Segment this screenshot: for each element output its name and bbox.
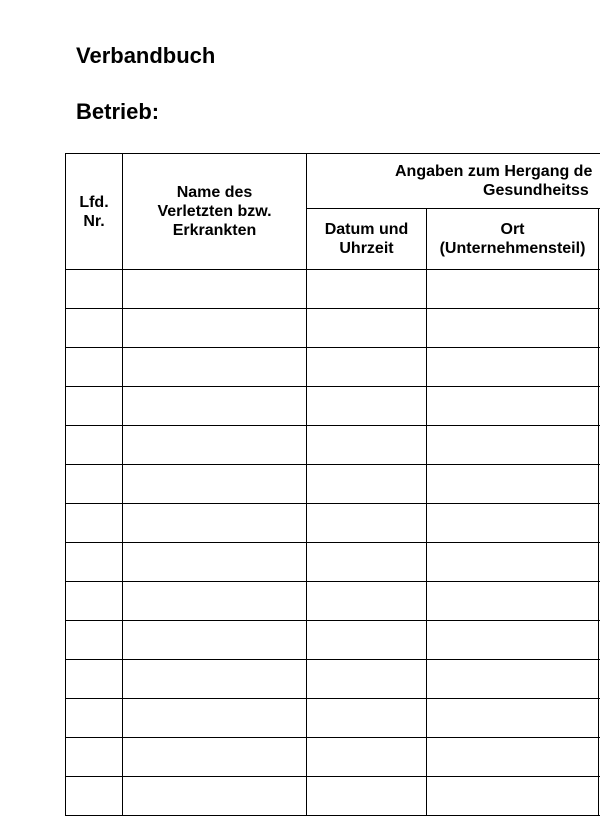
- datum-cell: [307, 348, 427, 387]
- ort-cell: [427, 621, 599, 660]
- table-row: [66, 426, 600, 465]
- column-header-ort-line2: (Unternehmensteil): [439, 240, 586, 257]
- table-row: [66, 348, 600, 387]
- ort-cell: [427, 777, 599, 816]
- lfd-nr-cell: [66, 387, 123, 426]
- column-header-lfd-nr-line1: Lfd.: [79, 193, 109, 211]
- table-row: [66, 465, 600, 504]
- name-cell: [123, 504, 307, 543]
- table-row: [66, 621, 600, 660]
- lfd-nr-cell: [66, 738, 123, 777]
- lfd-nr-cell: [66, 504, 123, 543]
- name-cell: [123, 777, 307, 816]
- lfd-nr-cell: [66, 699, 123, 738]
- name-cell: [123, 309, 307, 348]
- datum-cell: [307, 387, 427, 426]
- name-cell: [123, 387, 307, 426]
- datum-cell: [307, 543, 427, 582]
- table-row: [66, 582, 600, 621]
- lfd-nr-cell: [66, 465, 123, 504]
- table-row: [66, 660, 600, 699]
- table-row: [66, 309, 600, 348]
- column-header-datum: [307, 209, 427, 270]
- ort-cell: [427, 426, 599, 465]
- name-cell: [123, 270, 307, 309]
- datum-cell: [307, 621, 427, 660]
- column-group-header-line2: Gesundheitss: [483, 182, 589, 199]
- datum-cell: [307, 270, 427, 309]
- first-aid-log-table: [65, 153, 600, 816]
- datum-cell: [307, 426, 427, 465]
- table-row: [66, 504, 600, 543]
- name-cell: [123, 699, 307, 738]
- ort-cell: [427, 738, 599, 777]
- datum-cell: [307, 504, 427, 543]
- lfd-nr-cell: [66, 660, 123, 699]
- name-cell: [123, 738, 307, 777]
- name-cell: [123, 543, 307, 582]
- ort-cell: [427, 660, 599, 699]
- ort-cell: [427, 387, 599, 426]
- name-cell: [123, 465, 307, 504]
- column-group-header-line1: Angaben zum Hergang de: [395, 163, 593, 180]
- table-row: [66, 543, 600, 582]
- column-header-lfd-nr: [66, 154, 123, 270]
- ort-cell: [427, 582, 599, 621]
- name-cell: [123, 621, 307, 660]
- table-row: [66, 270, 600, 309]
- lfd-nr-cell: [66, 426, 123, 465]
- lfd-nr-cell: [66, 543, 123, 582]
- table-row: [66, 699, 600, 738]
- datum-cell: [307, 660, 427, 699]
- ort-cell: [427, 348, 599, 387]
- ort-cell: [427, 309, 599, 348]
- lfd-nr-cell: [66, 621, 123, 660]
- lfd-nr-cell: [66, 582, 123, 621]
- column-header-name: [123, 154, 307, 270]
- name-cell: [123, 660, 307, 699]
- ort-cell: [427, 543, 599, 582]
- datum-cell: [307, 699, 427, 738]
- datum-cell: [307, 582, 427, 621]
- column-header-name-line3: Erkrankten: [172, 222, 257, 239]
- column-header-datum-line1: Datum und: [324, 221, 409, 238]
- ort-cell: [427, 504, 599, 543]
- name-cell: [123, 348, 307, 387]
- datum-cell: [307, 738, 427, 777]
- lfd-nr-cell: [66, 777, 123, 816]
- lfd-nr-cell: [66, 348, 123, 387]
- document-title: Verbandbuch: [76, 43, 216, 68]
- table-row: [66, 777, 600, 816]
- column-header-name-line2: Verletzten bzw.: [157, 203, 272, 220]
- name-cell: [123, 582, 307, 621]
- ort-cell: [427, 270, 599, 309]
- column-header-ort: [427, 209, 599, 270]
- ort-cell: [427, 699, 599, 738]
- ort-cell: [427, 465, 599, 504]
- name-cell: [123, 426, 307, 465]
- column-group-header-hergang: [307, 154, 600, 209]
- column-header-name-line1: Name des: [176, 184, 253, 201]
- table-row: [66, 387, 600, 426]
- datum-cell: [307, 777, 427, 816]
- datum-cell: [307, 465, 427, 504]
- lfd-nr-cell: [66, 270, 123, 309]
- company-label: Betrieb:: [76, 99, 160, 124]
- table-row: [66, 738, 600, 777]
- lfd-nr-cell: [66, 309, 123, 348]
- column-header-lfd-nr-line2: Nr.: [83, 212, 105, 230]
- column-header-datum-line2: Uhrzeit: [339, 240, 394, 257]
- column-header-ort-line1: Ort: [500, 221, 525, 238]
- log-table-body: [66, 270, 600, 816]
- datum-cell: [307, 309, 427, 348]
